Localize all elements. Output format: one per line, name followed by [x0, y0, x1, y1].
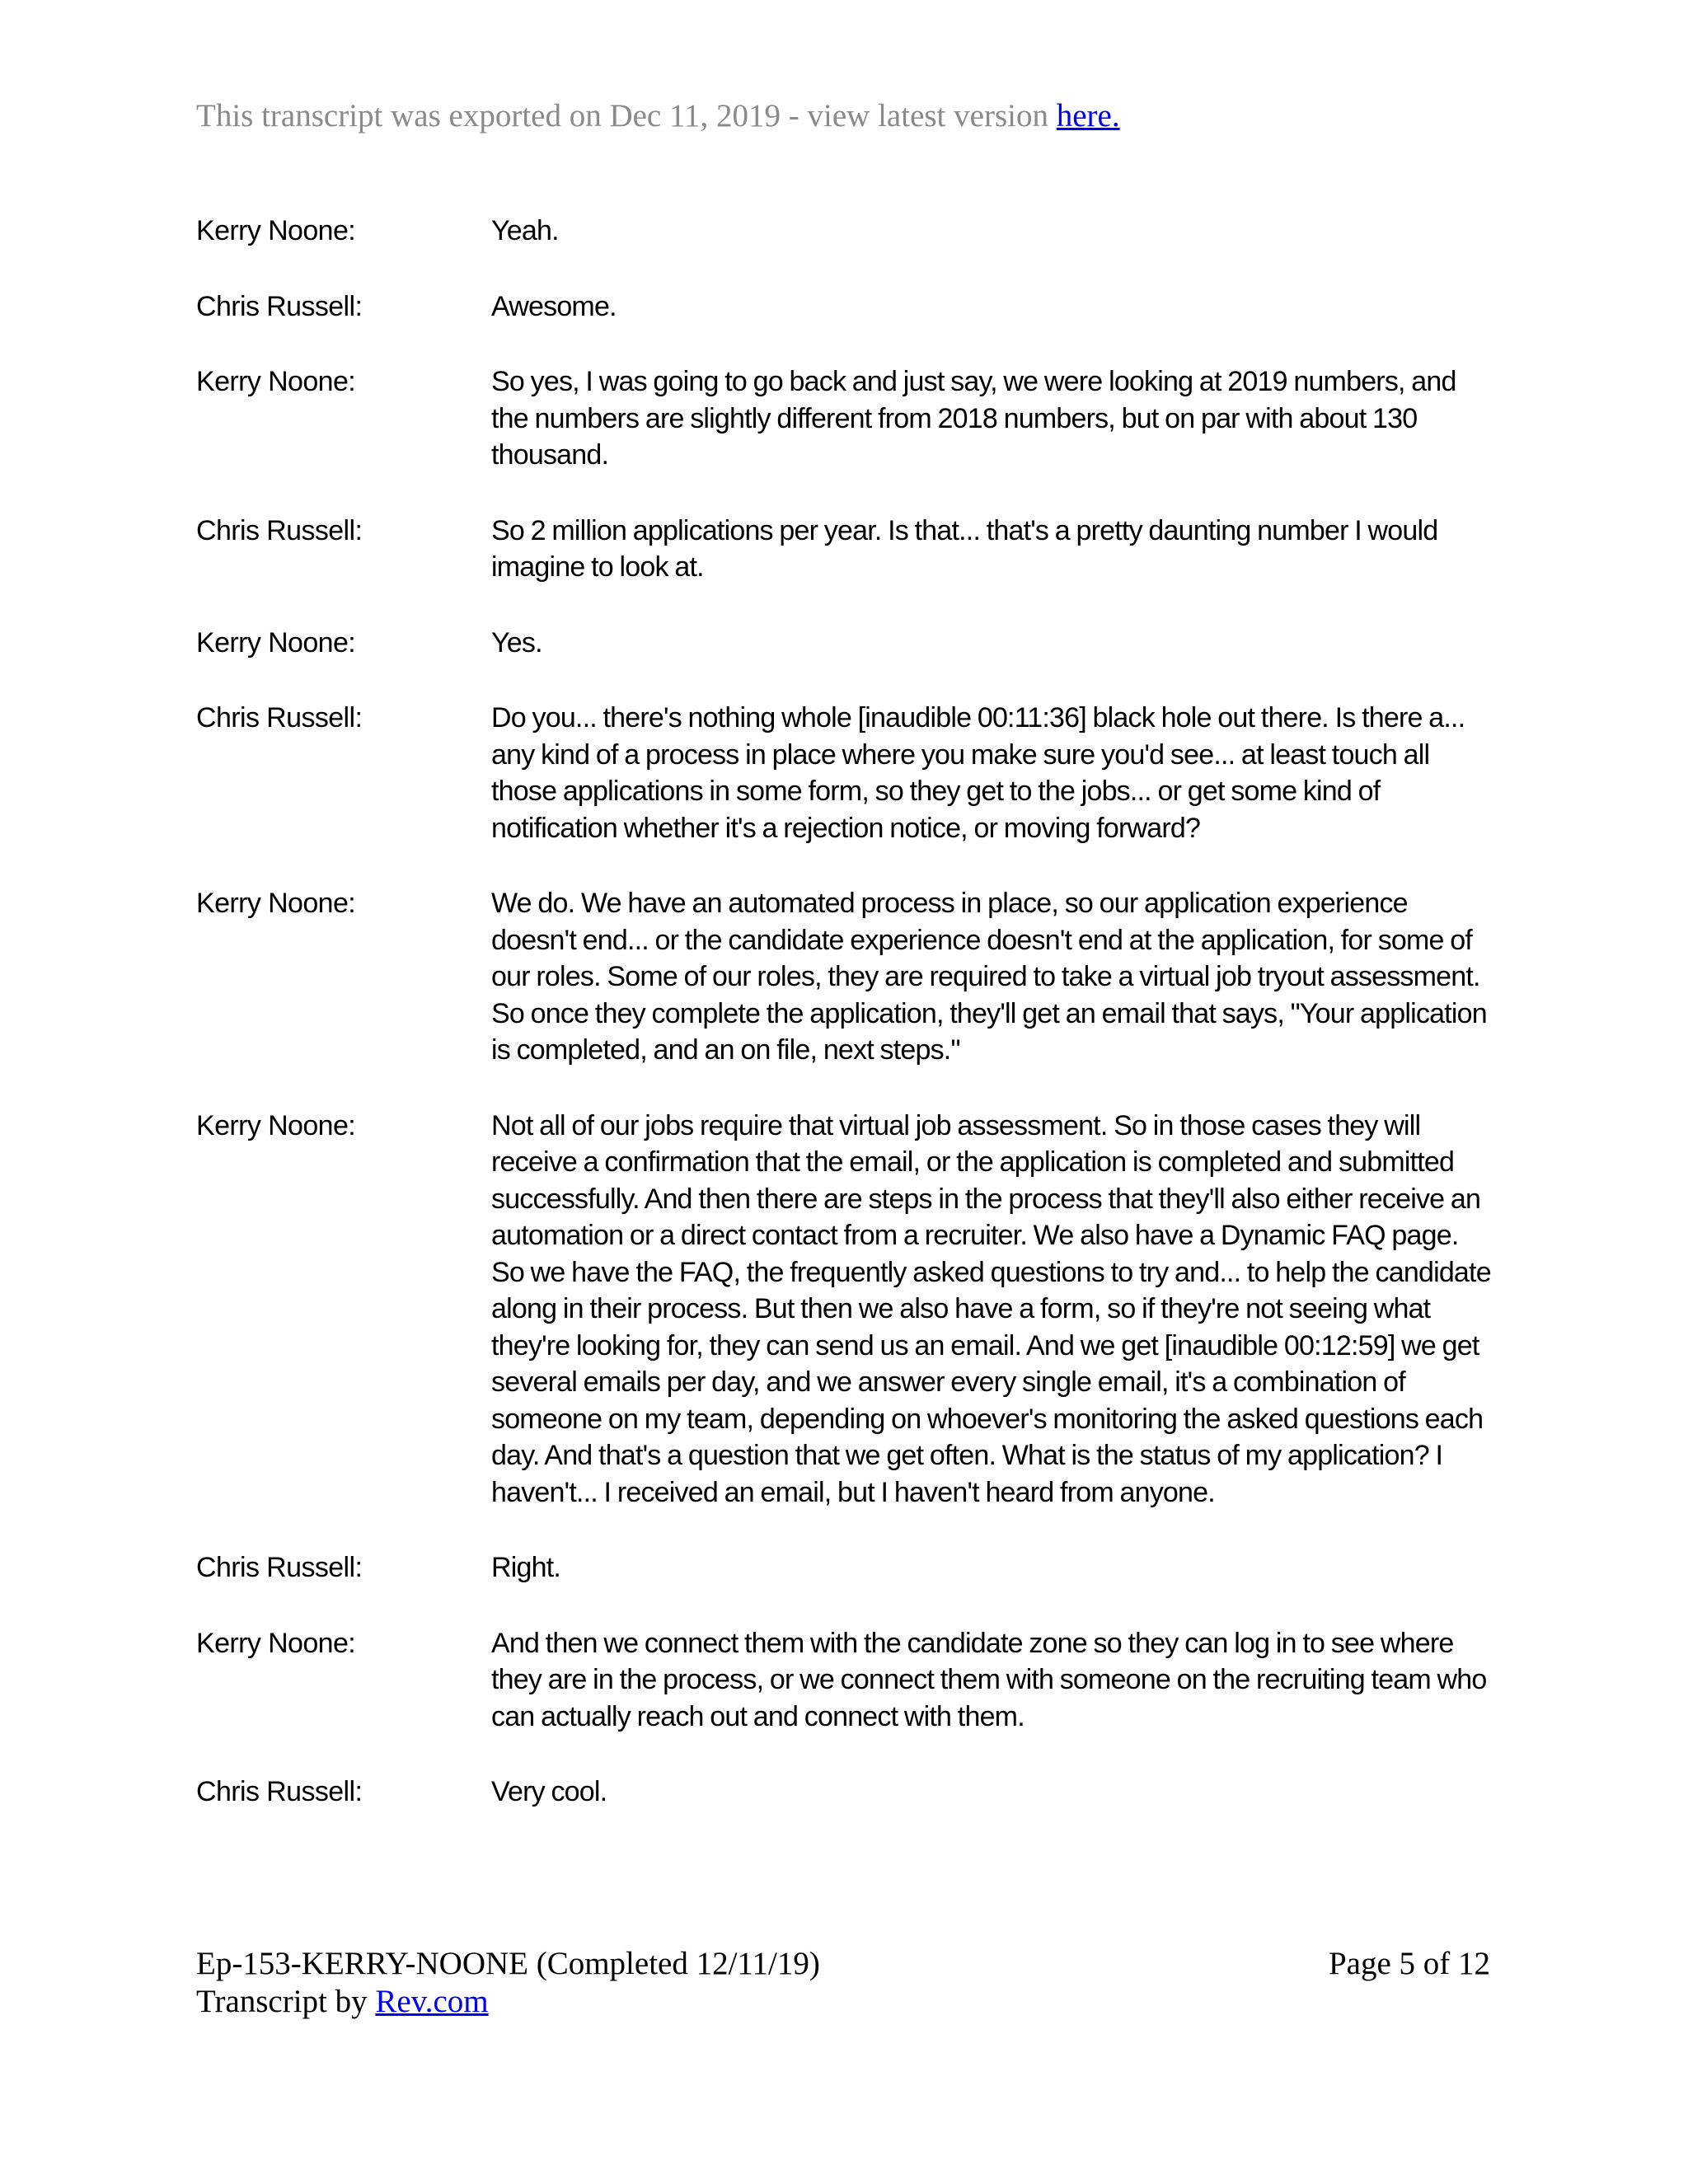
latest-version-link[interactable]: here.	[1056, 98, 1120, 134]
speaker-name: Kerry Noone:	[196, 626, 356, 658]
transcript-entry	[196, 885, 1498, 1069]
export-notice-text: This transcript was exported on Dec 11, 2019 - view latest version	[196, 98, 1048, 134]
document-title: Ep-153-KERRY-NOONE (Completed 12/11/19)	[196, 1946, 820, 1981]
transcript-entry	[196, 1108, 1498, 1511]
transcript-entry	[196, 513, 1498, 586]
utterance-text: So yes, I was going to go back and just say, we were looking at 2019 numbers, and the numbers are slightly different from 2018 numbers, but on par with about 130 thousand.	[491, 366, 1456, 471]
transcript-credit	[196, 1983, 1490, 2021]
page-footer	[196, 1945, 1490, 2021]
utterance-text: Yes.	[491, 626, 542, 658]
speaker-name: Kerry Noone:	[196, 215, 356, 246]
transcript-entry	[196, 700, 1498, 846]
transcript-entry	[196, 213, 1498, 250]
transcript-entry	[196, 1549, 1498, 1586]
footer-row	[196, 1945, 1490, 1983]
credit-prefix: Transcript by	[196, 1984, 368, 2019]
utterance-text: Do you... there's nothing whole [inaudible 00:11:36] black hole out there. Is there a... any kind of a process in place where you make sure you'd see... at least touch all those applications in some form, so they get to the jobs... or get some kind of notification whether it's a rejection notice, or moving forward?	[491, 702, 1465, 844]
export-notice	[196, 97, 1515, 134]
transcript-body	[196, 213, 1498, 1849]
speaker-name: Chris Russell:	[196, 290, 363, 322]
speaker-name: Kerry Noone:	[196, 366, 356, 397]
speaker-name: Kerry Noone:	[196, 1109, 356, 1141]
utterance-text: Right.	[491, 1552, 561, 1583]
utterance-text: Very cool.	[491, 1776, 607, 1807]
utterance-text: We do. We have an automated process in place, so our application experience doesn't end... or the candidate experience doesn't end at the application, for some of our roles. Some of our roles, they are required to take a virtual job tryout assessment. So once they complete the application, they'll get an email that says, "Your application is completed, and an on file, next steps."	[491, 888, 1487, 1066]
utterance-text: Awesome.	[491, 290, 617, 322]
utterance-text: Yeah.	[491, 215, 559, 246]
transcript-entry	[196, 288, 1498, 326]
utterance-text: So 2 million applications per year. Is that... that's a pretty daunting number I would imagine to look at.	[491, 514, 1438, 583]
speaker-name: Chris Russell:	[196, 702, 363, 733]
speaker-name: Kerry Noone:	[196, 1627, 356, 1659]
transcript-entry	[196, 1625, 1498, 1736]
speaker-name: Kerry Noone:	[196, 888, 356, 919]
speaker-name: Chris Russell:	[196, 1552, 363, 1583]
transcript-entry	[196, 363, 1498, 474]
transcript-entry	[196, 1774, 1498, 1811]
speaker-name: Chris Russell:	[196, 1776, 363, 1807]
rev-link[interactable]: Rev.com	[375, 1984, 489, 2019]
speaker-name: Chris Russell:	[196, 514, 363, 546]
transcript-entry	[196, 625, 1498, 662]
page-number: Page 5 of 12	[1328, 1946, 1490, 1981]
utterance-text: And then we connect them with the candidate zone so they can log in to see where they are in the process, or we connect them with someone on the recruiting team who can actually reach out and connect with them.	[491, 1627, 1487, 1732]
utterance-text: Not all of our jobs require that virtual job assessment. So in those cases they will receive a confirmation that the email, or the application is completed and submitted successfully. And then there are steps in the process that they'll also either receive an automation or a direct contact from a recruiter. We also have a Dynamic FAQ page. So we have the FAQ, the frequently asked questions to try and... to help the candidate along in their process. But then we also have a form, so if they're not seeing what they're looking for, they can send us an email. And we get [inaudible 00:12:59] we get several emails per day, and we answer every single email, it's a combination of someone on my team, depending on whoever's monitoring the asked questions each day. And that's a question that we get often. What is the status of my application? I haven't... I received an email, but I haven't heard from anyone.	[491, 1109, 1491, 1508]
